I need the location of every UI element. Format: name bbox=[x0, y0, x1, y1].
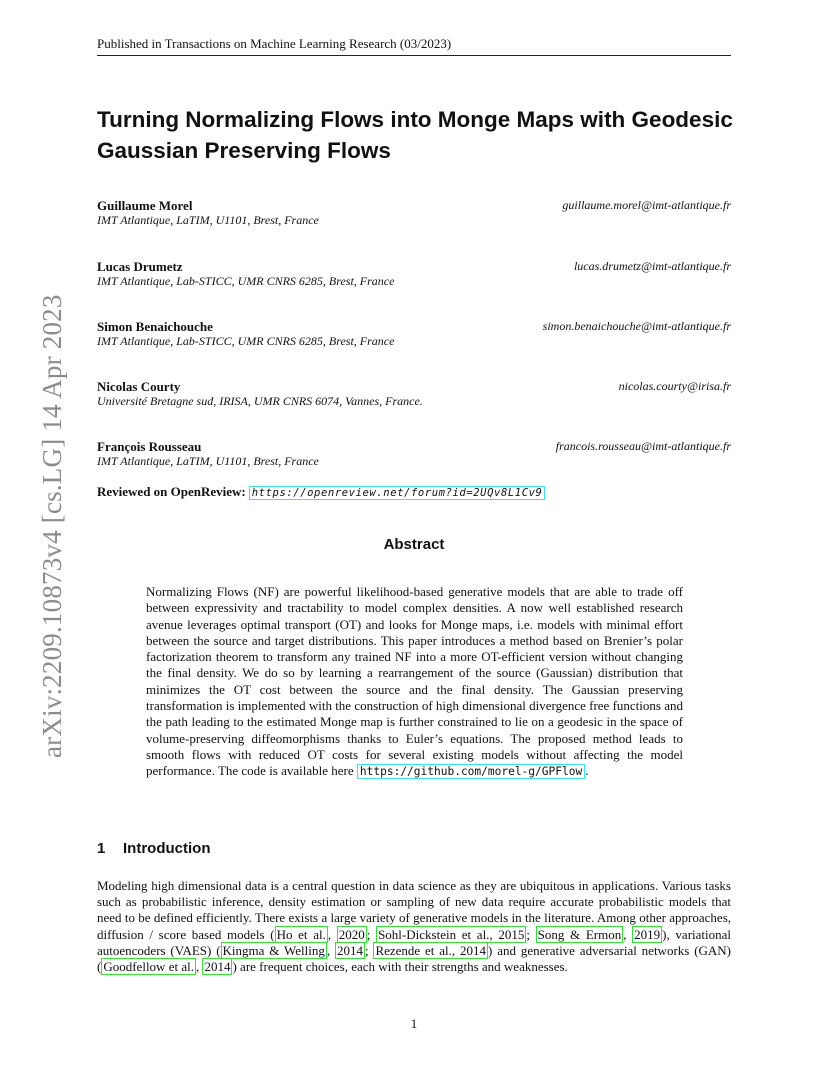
author-email: francois.rousseau@imt-atlantique.fr bbox=[555, 439, 731, 453]
openreview-link[interactable]: https://openreview.net/forum?id=2UQv8L1Cv9 bbox=[249, 486, 546, 500]
arxiv-stamp: arXiv:2209.10873v4 [cs.LG] 14 Apr 2023 bbox=[37, 294, 67, 758]
openreview-line bbox=[97, 484, 545, 501]
intro-text: ) and generative adversarial networks (GAN) ( bbox=[97, 942, 732, 975]
author-name: Nicolas Courty bbox=[97, 379, 181, 394]
intro-text: , bbox=[327, 926, 337, 942]
page-number: 1 bbox=[410, 1016, 418, 1031]
citation-link[interactable]: Kingma & Welling bbox=[222, 942, 325, 958]
code-link[interactable]: https://github.com/morel-g/GPFlow bbox=[357, 764, 585, 779]
author-affiliation: Université Bretagne sud, IRISA, UMR CNRS 6074, Vannes, France. bbox=[97, 394, 423, 408]
section-number: 1 bbox=[97, 840, 106, 857]
citation-link[interactable]: Song & Ermon bbox=[537, 926, 622, 942]
author-name: Guillaume Morel bbox=[97, 198, 193, 213]
citation-link[interactable]: Sohl-Dickstein et al., 2015 bbox=[378, 926, 525, 942]
author-affiliation: IMT Atlantique, LaTIM, U1101, Brest, France bbox=[97, 454, 319, 468]
intro-paragraph bbox=[97, 878, 731, 975]
citation-link[interactable]: 2014 bbox=[204, 959, 231, 975]
abstract-text bbox=[146, 584, 683, 781]
intro-text: ), variational autoencoders (VAES) ( bbox=[97, 926, 732, 958]
intro-text: ; bbox=[526, 926, 536, 942]
citation-link[interactable]: 2020 bbox=[338, 926, 365, 942]
author-affiliation: IMT Atlantique, Lab-STICC, UMR CNRS 6285, Brest, France bbox=[97, 274, 395, 288]
abstract-body: Normalizing Flows (NF) are powerful likelihood-based generative models that are able to trade off between expressivity and tractability to model complex densities. A now well established research avenue leverages optimal transport (OT) and looks for Monge maps, i.e. models with minimal effort between the source and target distributions. This paper introduces a method based on Brenier’s polar factorization theorem to transform any trained NF into a more OT-efficient version without changing the final density. We do so by learning a rearrangement of the source (Gaussian) distribution that minimizes the OT cost between the source and the final density. The Gaussian preserving transformation is implemented with the construction of high dimensional divergence free functions and the path leading to the estimated Monge map is further constrained to lie on a geodesic in the space of volume-preserving diffeomorphisms thanks to Euler’s equations. The proposed method leads to smooth flows with reduced OT costs for several existing models without affecting the model performance. The code is available here bbox=[146, 584, 683, 779]
section-heading bbox=[97, 840, 210, 858]
citation-link[interactable]: Ho et al. bbox=[276, 926, 326, 942]
citation-link[interactable]: Rezende et al., 2014 bbox=[375, 942, 487, 958]
intro-text: , bbox=[195, 959, 203, 975]
intro-text: Modeling high dimensional data is a central question in data science as they are ubiquitous in applications. Various tasks such as probabilistic inference, density estimation or sampling of new data require accurate probabilistic models that need to be defined efficiently. There exists a large variety of generative models in the literature. Among other approaches, diffusion / score based models ( bbox=[97, 878, 731, 942]
citation-link[interactable]: 2014 bbox=[336, 942, 363, 958]
openreview-label: Reviewed on OpenReview: bbox=[97, 484, 246, 499]
author-email: nicolas.courty@irisa.fr bbox=[618, 379, 731, 393]
citation-link[interactable]: 2019 bbox=[634, 926, 661, 942]
author-email: simon.benaichouche@imt-atlantique.fr bbox=[542, 319, 731, 333]
author-email: guillaume.morel@imt-atlantique.fr bbox=[562, 198, 731, 212]
section-title: Introduction bbox=[123, 840, 211, 857]
abstract-end: . bbox=[585, 763, 589, 779]
intro-text: ; bbox=[366, 926, 377, 942]
author-name: Simon Benaichouche bbox=[97, 319, 213, 334]
author-email: lucas.drumetz@imt-atlantique.fr bbox=[573, 259, 731, 273]
intro-text: , bbox=[326, 942, 335, 958]
abstract-heading: Abstract bbox=[383, 536, 445, 553]
author-name: François Rousseau bbox=[97, 439, 202, 454]
author-name: Lucas Drumetz bbox=[97, 259, 183, 274]
paper-title: Turning Normalizing Flows into Monge Maps with Geodesic Gaussian Preserving Flows bbox=[97, 107, 733, 163]
journal-header: Published in Transactions on Machine Learning Research (03/2023) bbox=[97, 36, 731, 56]
intro-text: ; bbox=[364, 942, 374, 958]
intro-text: ) are frequent choices, each with their strengths and weaknesses. bbox=[232, 959, 568, 975]
author-affiliation: IMT Atlantique, LaTIM, U1101, Brest, France bbox=[97, 213, 319, 227]
intro-text: , bbox=[623, 926, 633, 942]
author-affiliation: IMT Atlantique, Lab-STICC, UMR CNRS 6285, Brest, France bbox=[97, 334, 395, 348]
citation-link[interactable]: Goodfellow et al. bbox=[103, 959, 194, 975]
